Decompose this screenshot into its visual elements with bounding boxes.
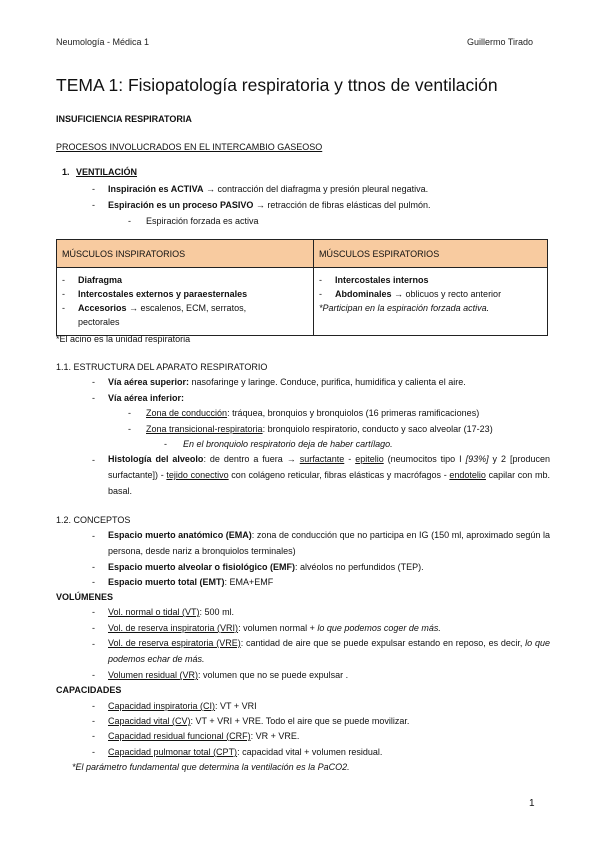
dash: - <box>92 377 95 387</box>
conceptos-heading: 1.2. CONCEPTOS <box>56 515 131 525</box>
ema-paragraph: Espacio muerto anatómico (EMA): zona de conducción que no participa en IG (150 ml, aproximado según la persona, desde nariz a bronquiolos terminales) <box>108 530 550 556</box>
dash: - <box>92 731 95 741</box>
dash: - <box>92 716 95 726</box>
dash: - <box>92 455 95 465</box>
estructura-heading: 1.1. ESTRUCTURA DEL APARATO RESPIRATORIO <box>56 362 268 372</box>
section-heading: INSUFICIENCIA RESPIRATORIA <box>56 114 192 124</box>
ventilacion-number: 1. <box>62 167 70 177</box>
list-item: Vol. normal o tidal (VT): 500 ml. <box>108 607 235 617</box>
list-item: Capacidad inspiratoria (CI): VT + VRI <box>108 701 257 711</box>
dash: - <box>92 531 95 541</box>
dash: - <box>92 639 95 649</box>
volumenes-heading: VOLÚMENES <box>56 592 114 602</box>
vre-paragraph: Vol. de reserva espiratoria (VRE): cantidad de aire que se puede expulsar estando en reposo, es decir, lo que podemos echar de más. <box>108 638 550 664</box>
list-item: Capacidad pulmonar total (CPT): capacidad vital + volumen residual. <box>108 747 383 757</box>
item-bold: Espiración es un proceso PASIVO <box>108 200 254 210</box>
list-item: Espiración forzada es activa <box>146 216 259 226</box>
page-number: 1 <box>529 798 535 809</box>
list-item: - Abdominales → oblicuos y recto anterior <box>319 289 502 299</box>
list-item: Volumen residual (VR): volumen que no se puede expulsar . <box>108 670 349 680</box>
list-item: Espacio muerto total (EMT): EMA+EMF <box>108 577 274 587</box>
list-item: Vol. de reserva inspiratoria (VRI): volumen normal + lo que podemos coger de más. <box>108 623 441 633</box>
list-item <box>108 200 430 210</box>
item-text: → retracción de fibras elásticas del pulmón. <box>253 200 431 210</box>
list-item: - Intercostales internos <box>319 275 429 285</box>
list-item-continuation: pectorales <box>78 317 120 327</box>
item-text: → contracción del diafragma y presión pleural negativa. <box>203 184 429 194</box>
table-header-expiratory: MÚSCULOS ESPIRATORIOS <box>314 240 548 268</box>
list-item: Capacidad vital (CV): VT + VRI + VRE. Todo el aire que se puede movilizar. <box>108 716 410 726</box>
item-bold: Inspiración es ACTIVA <box>108 184 204 194</box>
dash: - <box>92 701 95 711</box>
acino-note: *El acino es la unidad respiratoria <box>56 334 191 344</box>
alveolo-paragraph: Histología del alveolo: de dentro a fuera → surfactante - epitelio (neumocitos tipo I [93%] y 2 [producen surfactante]) - tejido conectivo con colágeno reticular, fibras elásticas y macrófagos - endotelio capilar con mb. basal. <box>108 454 550 496</box>
page-title: TEMA 1: Fisiopatología respiratoria y ttnos de ventilación <box>56 75 498 95</box>
ventilacion-heading: VENTILACIÓN <box>76 167 138 177</box>
list-item: Zona transicional-respiratoria: bronquiolo respiratorio, conducto y saco alveolar (17-23) <box>146 424 493 434</box>
header-left: Neumología - Médica 1 <box>56 37 150 47</box>
dash: - <box>92 747 95 757</box>
dash: - <box>92 393 95 403</box>
dash: - <box>128 408 131 418</box>
list-item: Zona de conducción: tráquea, bronquios y bronquiolos (16 primeras ramificaciones) <box>146 408 480 418</box>
table-note: *Participan en la espiración forzada activa. <box>319 303 490 313</box>
list-item: - Diafragma <box>62 275 123 285</box>
dash: - <box>128 216 131 226</box>
capacidades-heading: CAPACIDADES <box>56 685 122 695</box>
list-item: En el bronquiolo respiratorio deja de haber cartílago. <box>183 439 393 449</box>
table-header-inspiratory: MÚSCULOS INSPIRATORIOS <box>57 240 314 268</box>
list-item: Espacio muerto alveolar o fisiológico (EMF): alvéolos no perfundidos (TEP). <box>108 562 424 572</box>
dash: - <box>92 623 95 633</box>
capacidades-note: *El parámetro fundamental que determina la ventilación es la PaCO2. <box>72 762 350 772</box>
inspiratory-cell <box>57 268 314 336</box>
expiratory-cell <box>314 268 548 336</box>
list-item: Vía aérea superior: nasofaringe y laringe. Conduce, purifica, humidifica y calienta el aire. <box>108 377 466 387</box>
dash: - <box>92 184 95 194</box>
list-item: - Accesorios → escalenos, ECM, serratos, <box>62 303 247 313</box>
muscles-table <box>56 239 548 336</box>
dash: - <box>92 577 95 587</box>
dash: - <box>92 607 95 617</box>
list-item: Vía aérea inferior: <box>108 393 185 403</box>
list-item: Capacidad residual funcional (CRF): VR + VRE. <box>108 731 300 741</box>
header-right: Guillermo Tirado <box>467 37 534 47</box>
dash: - <box>164 439 167 449</box>
dash: - <box>92 670 95 680</box>
dash: - <box>128 424 131 434</box>
dash: - <box>92 200 95 210</box>
dash: - <box>92 562 95 572</box>
list-item <box>108 184 428 194</box>
subsection-heading: PROCESOS INVOLUCRADOS EN EL INTERCAMBIO GASEOSO <box>56 142 323 152</box>
list-item: - Intercostales externos y paraesternales <box>62 289 248 299</box>
